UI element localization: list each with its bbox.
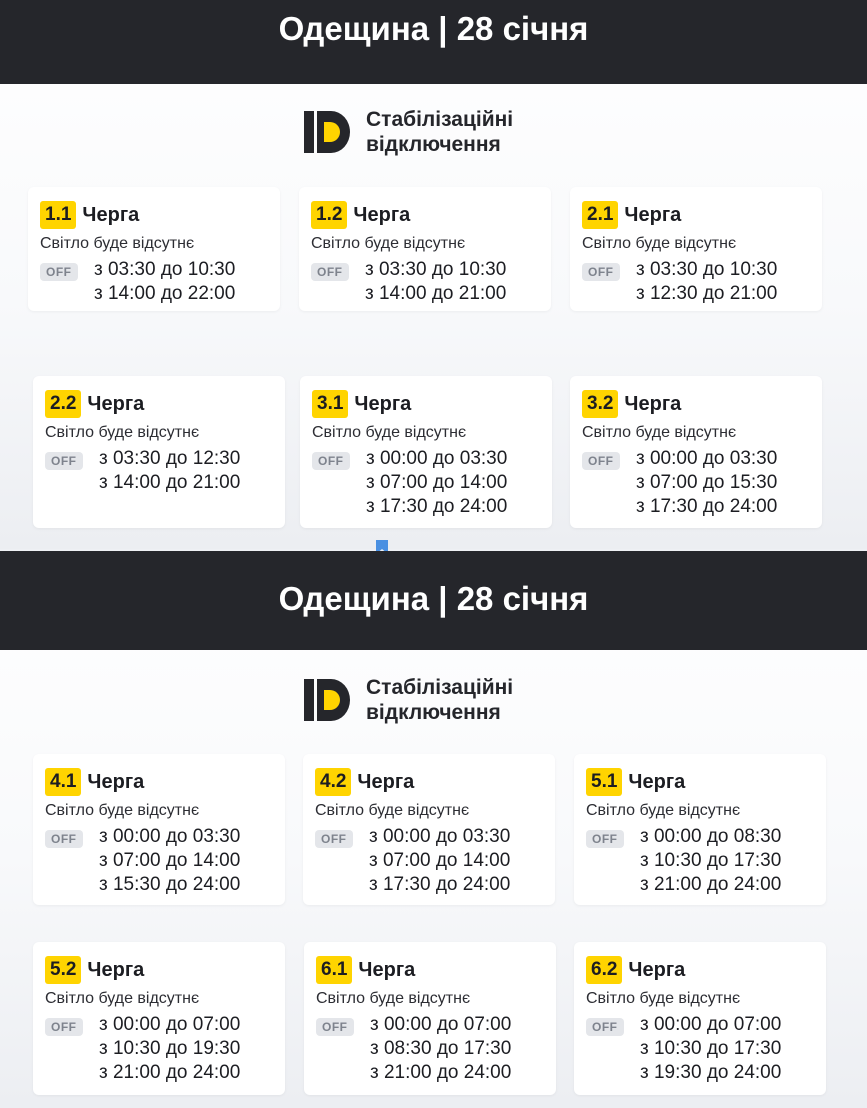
outage-slot: з 21:00 до 24:00 — [99, 1062, 241, 1083]
outage-slot: з 21:00 до 24:00 — [370, 1062, 512, 1083]
queue-number-badge: 5.1 — [586, 768, 622, 796]
outage-slot: з 17:30 до 24:00 — [366, 496, 508, 517]
outage-subtitle: Світло буде відсутнє — [315, 802, 470, 819]
brand-title-line2: відключення — [366, 133, 501, 156]
outage-slots — [99, 825, 240, 897]
off-badge: OFF — [45, 1018, 83, 1036]
panel-header: Одещина | 28 січня — [0, 0, 867, 84]
outage-slot: з 14:00 до 22:00 — [94, 283, 236, 304]
queue-label: Черга — [624, 203, 682, 226]
off-badge: OFF — [582, 263, 620, 281]
outage-slot: з 00:00 до 03:30 — [636, 448, 778, 469]
queue-number-badge: 6.2 — [586, 956, 622, 984]
queue-title — [315, 768, 414, 796]
outage-slot: з 00:00 до 03:30 — [99, 826, 241, 847]
outage-slots — [366, 447, 507, 519]
queue-label: Черга — [82, 203, 140, 226]
queue-card — [304, 942, 556, 1095]
queue-card — [33, 942, 285, 1095]
outage-slot: з 07:00 до 14:00 — [99, 850, 241, 871]
off-badge: OFF — [586, 1018, 624, 1036]
queue-title — [311, 201, 410, 229]
outage-slot: з 07:00 до 15:30 — [636, 472, 778, 493]
outage-slots — [636, 258, 777, 306]
outage-slot: з 00:00 до 07:00 — [640, 1014, 782, 1035]
outage-slot: з 07:00 до 14:00 — [366, 472, 508, 493]
queue-title — [45, 390, 144, 418]
queue-label: Черга — [624, 392, 682, 415]
queue-card — [33, 376, 285, 528]
queue-number-badge: 3.2 — [582, 390, 618, 418]
outage-subtitle: Світло буде відсутнє — [45, 990, 200, 1007]
queue-number-badge: 2.1 — [582, 201, 618, 229]
outage-slot: з 08:30 до 17:30 — [370, 1038, 512, 1059]
outage-slot: з 03:30 до 10:30 — [636, 259, 778, 280]
queue-label: Черга — [87, 770, 145, 793]
off-badge: OFF — [45, 452, 83, 470]
brand-logo-icon — [304, 109, 350, 155]
outage-slot: з 07:00 до 14:00 — [369, 850, 511, 871]
outage-slots — [640, 825, 781, 897]
brand-block — [304, 675, 513, 725]
queue-label: Черга — [358, 958, 416, 981]
queue-number-badge: 1.2 — [311, 201, 347, 229]
outage-slot: з 00:00 до 07:00 — [370, 1014, 512, 1035]
outage-slot: з 17:30 до 24:00 — [369, 874, 511, 895]
outage-slots — [370, 1013, 511, 1085]
queue-title — [312, 390, 411, 418]
brand-logo-icon — [304, 677, 350, 723]
off-badge: OFF — [40, 263, 78, 281]
queue-title — [586, 956, 685, 984]
queue-number-badge: 5.2 — [45, 956, 81, 984]
queue-title — [45, 768, 144, 796]
outage-subtitle: Світло буде відсутнє — [582, 424, 737, 441]
off-badge: OFF — [311, 263, 349, 281]
queue-number-badge: 1.1 — [40, 201, 76, 229]
outage-subtitle: Світло буде відсутнє — [582, 235, 737, 252]
queue-label: Черга — [357, 770, 415, 793]
outage-slot: з 12:30 до 21:00 — [636, 283, 778, 304]
queue-label: Черга — [354, 392, 412, 415]
outage-slots — [94, 258, 235, 306]
schedule-panel-1 — [0, 0, 867, 549]
queue-number-badge: 2.2 — [45, 390, 81, 418]
queue-card — [574, 754, 826, 905]
outage-slot: з 03:30 до 12:30 — [99, 448, 241, 469]
outage-subtitle: Світло буде відсутнє — [586, 990, 741, 1007]
outage-slot: з 17:30 до 24:00 — [636, 496, 778, 517]
outage-subtitle: Світло буде відсутнє — [316, 990, 471, 1007]
outage-slot: з 00:00 до 03:30 — [366, 448, 508, 469]
brand-title-line1: Стабілізаційні — [366, 108, 514, 131]
queue-number-badge: 4.1 — [45, 768, 81, 796]
queue-title — [40, 201, 139, 229]
queue-card — [299, 187, 551, 311]
outage-subtitle: Світло буде відсутнє — [40, 235, 195, 252]
outage-subtitle: Світло буде відсутнє — [45, 802, 200, 819]
outage-slot: з 19:30 до 24:00 — [640, 1062, 782, 1083]
queue-label: Черга — [353, 203, 411, 226]
queue-card — [303, 754, 555, 905]
brand-title-line1: Стабілізаційні — [366, 676, 514, 699]
queue-card — [570, 376, 822, 528]
outage-slot: з 10:30 до 17:30 — [640, 1038, 782, 1059]
outage-subtitle: Світло буде відсутнє — [586, 802, 741, 819]
outage-slot: з 14:00 до 21:00 — [365, 283, 507, 304]
outage-slots — [636, 447, 777, 519]
outage-slots — [99, 1013, 240, 1085]
schedule-panel-2 — [0, 551, 867, 1108]
queue-number-badge: 4.2 — [315, 768, 351, 796]
outage-slot: з 00:00 до 07:00 — [99, 1014, 241, 1035]
queue-number-badge: 3.1 — [312, 390, 348, 418]
off-badge: OFF — [45, 830, 83, 848]
outage-slot: з 10:30 до 19:30 — [99, 1038, 241, 1059]
outage-slots — [365, 258, 506, 306]
outage-slot: з 03:30 до 10:30 — [94, 259, 236, 280]
outage-subtitle: Світло буде відсутнє — [312, 424, 467, 441]
off-badge: OFF — [316, 1018, 354, 1036]
queue-label: Черга — [628, 958, 686, 981]
brand-title-line2: відключення — [366, 701, 501, 724]
queue-card — [33, 754, 285, 905]
outage-slot: з 21:00 до 24:00 — [640, 874, 782, 895]
panel-header: Одещина | 28 січня — [0, 551, 867, 650]
queue-card — [28, 187, 280, 311]
queue-label: Черга — [87, 958, 145, 981]
outage-slot: з 00:00 до 08:30 — [640, 826, 782, 847]
queue-card — [574, 942, 826, 1095]
queue-title — [582, 201, 681, 229]
outage-slots — [640, 1013, 781, 1085]
queue-number-badge: 6.1 — [316, 956, 352, 984]
off-badge: OFF — [582, 452, 620, 470]
queue-title — [586, 768, 685, 796]
outage-slots — [369, 825, 510, 897]
queue-label: Черга — [87, 392, 145, 415]
brand-block — [304, 107, 513, 157]
outage-slots — [99, 447, 240, 495]
outage-slot: з 03:30 до 10:30 — [365, 259, 507, 280]
queue-label: Черга — [628, 770, 686, 793]
outage-slot: з 10:30 до 17:30 — [640, 850, 782, 871]
queue-title — [45, 956, 144, 984]
outage-slot: з 00:00 до 03:30 — [369, 826, 511, 847]
outage-slot: з 15:30 до 24:00 — [99, 874, 241, 895]
queue-card — [570, 187, 822, 311]
off-badge: OFF — [312, 452, 350, 470]
off-badge: OFF — [586, 830, 624, 848]
outage-subtitle: Світло буде відсутнє — [45, 424, 200, 441]
queue-card — [300, 376, 552, 528]
queue-title — [582, 390, 681, 418]
queue-title — [316, 956, 415, 984]
outage-subtitle: Світло буде відсутнє — [311, 235, 466, 252]
off-badge: OFF — [315, 830, 353, 848]
outage-slot: з 14:00 до 21:00 — [99, 472, 241, 493]
